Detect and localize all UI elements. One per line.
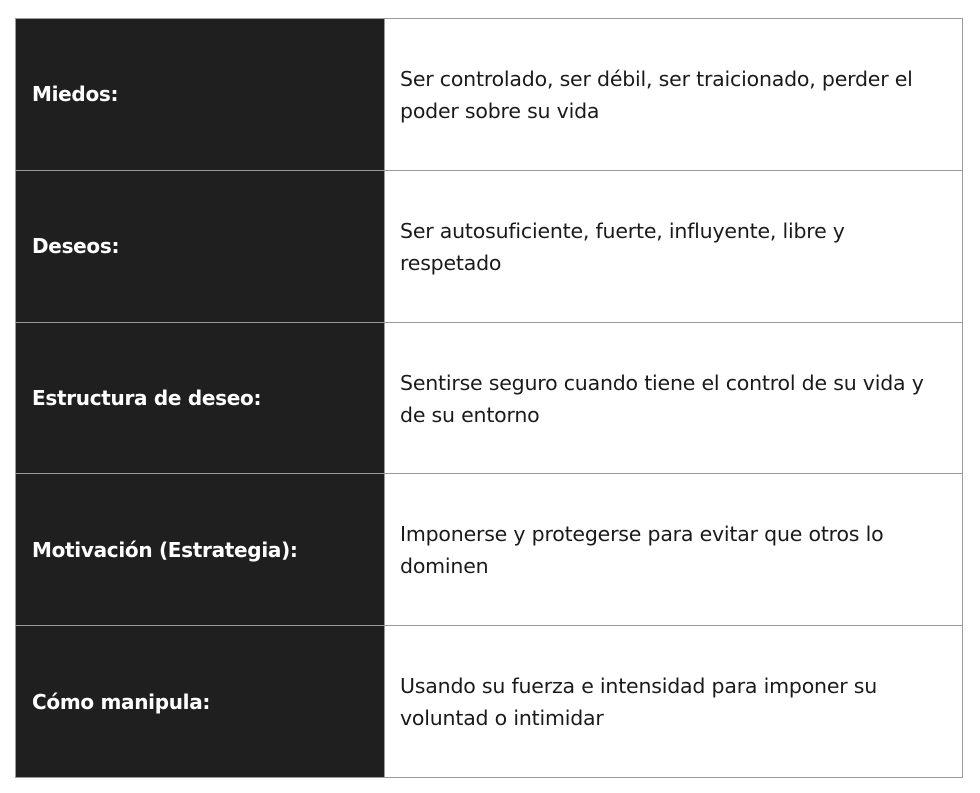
row-value: Sentirse seguro cuando tiene el control de su vida y de su entorno xyxy=(385,322,963,474)
row-value: Ser controlado, ser débil, ser traicionado, perder el poder sobre su vida xyxy=(385,19,963,171)
row-label: Estructura de deseo: xyxy=(16,322,385,474)
table-row-estructura-de-deseo xyxy=(16,322,963,474)
row-value: Ser autosuficiente, fuerte, influyente, libre y respetado xyxy=(385,170,963,322)
row-label: Motivación (Estrategia): xyxy=(16,474,385,626)
row-label: Cómo manipula: xyxy=(16,626,385,778)
table-row-deseos xyxy=(16,170,963,322)
row-label: Deseos: xyxy=(16,170,385,322)
table-row-como-manipula xyxy=(16,626,963,778)
table-row-motivacion xyxy=(16,474,963,626)
row-value: Imponerse y protegerse para evitar que otros lo dominen xyxy=(385,474,963,626)
row-label: Miedos: xyxy=(16,19,385,171)
row-value: Usando su fuerza e intensidad para imponer su voluntad o intimidar xyxy=(385,626,963,778)
profile-table xyxy=(15,18,963,778)
profile-table-container xyxy=(15,18,963,778)
table-row-miedos xyxy=(16,19,963,171)
